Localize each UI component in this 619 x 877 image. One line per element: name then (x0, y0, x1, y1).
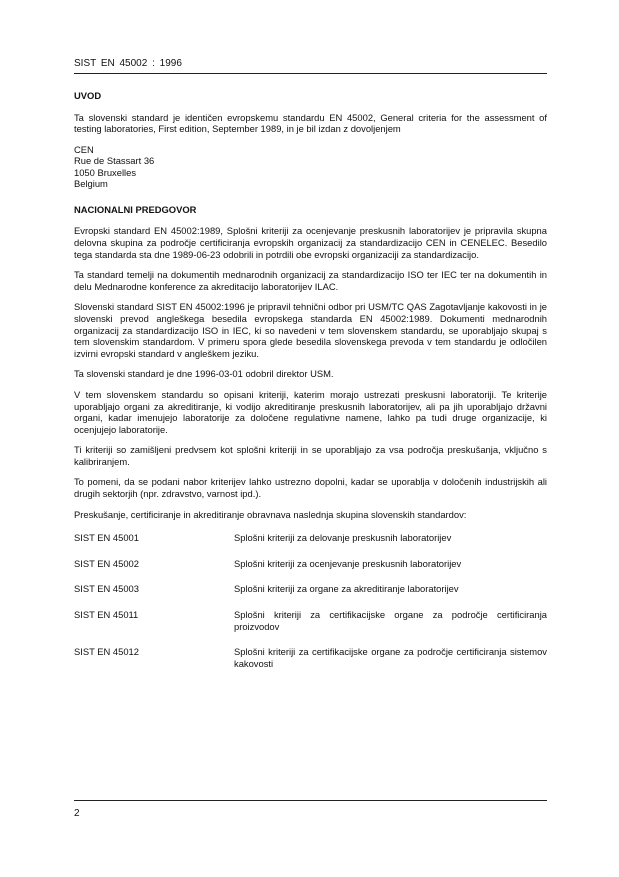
body-paragraph: Evropski standard EN 45002:1989, Splošni kriteriji za ocenjevanje preskusnih laboratorijev je pripravila skupna delovna skupina za področje certificiranja evropskih organizacij za standardizacijo CEN in CENELEC. Besedilo tega standarda sta dne 1989-06-23 odobrili in potrdili obe evropski organizaciji za standardizacijo. (74, 225, 547, 260)
body-paragraph: Slovenski standard SIST EN 45002:1996 je pripravil tehnični odbor pri USM/TC QAS Zagotavljanje kakovosti in je slovenski prevod angleškega besedila evropskega standarda EN 45002:1989. Dokumenti mednarodnih organizacij za standardizacijo ISO in IEC, ki so navedeni v tem slovenskem standardu, se uporabljajo skupaj s tem slovenskim standardom. V primeru spora glede besedila slovenskega prevoda v tem standardu je odločilen izvirni evropski standard v angleškem jeziku. (74, 301, 547, 359)
standard-description: Splošni kriteriji za ocenjevanje preskusnih laboratorijev (234, 557, 462, 569)
standard-row (74, 609, 547, 632)
body-paragraph: Ta standard temelji na dokumentih mednarodnih organizacij za standardizacijo ISO ter IEC ter na dokumentih in delu Mednarodne konference za akreditacijo laboratorijev ILAC. (74, 269, 547, 292)
section-heading-uvod: UVOD (74, 90, 102, 101)
standard-row (74, 646, 547, 669)
standard-code: SIST EN 45002 (74, 557, 139, 569)
body-paragraph: V tem slovenskem standardu so opisani kriteriji, katerim morajo ustrezati preskusni laboratoriji. Te kriterije uporabljajo organi za akreditiranje, ki vodijo akreditiranje preskusnih laboratorijev, ali pa jih uporabljajo državni organi, kadar imenujejo laboratorije za določene regulativne namene, lahko pa tudi druge organizacije, ki ocenjujejo laboratorije. (74, 388, 547, 435)
standard-row (74, 532, 547, 544)
body-paragraph: Preskušanje, certificiranje in akreditiranje obravnava naslednja skupina slovenskih standardov: (74, 508, 467, 520)
standard-code: SIST EN 45011 (74, 609, 139, 621)
standard-description: Splošni kriteriji za certifikacijske organe za področje certificiranja proizvodov (234, 609, 547, 632)
standard-description: Splošni kriteriji za organe za akreditiranje laboratorijev (234, 583, 459, 595)
document-body (74, 90, 547, 683)
footer-divider (74, 800, 547, 801)
standard-description: Splošni kriteriji za certifikacijske organe za področje certificiranja sistemov kakovosti (234, 646, 547, 669)
page-number: 2 (74, 808, 80, 819)
address-line: Belgium (74, 178, 108, 190)
standard-code: SIST EN 45003 (74, 583, 139, 595)
standard-description: Splošni kriteriji za delovanje preskusnih laboratorijev (234, 532, 452, 544)
running-header: SIST EN 45002 : 1996 (74, 58, 547, 74)
standard-row (74, 558, 547, 570)
uvod-paragraph: Ta slovenski standard je identičen evropskemu standardu EN 45002, General criteria for the assessment of testing laboratories, First edition, September 1989, in je bil izdan z dovoljenjem (74, 111, 547, 135)
cen-address (74, 144, 547, 190)
address-line: 1050 Bruxelles (74, 166, 137, 178)
body-paragraph: Ta slovenski standard je dne 1996-03-01 odobril direktor USM. (74, 368, 334, 380)
document-page (74, 0, 547, 877)
body-paragraph: To pomeni, da se podani nabor kriterijev lahko ustrezno dopolni, kadar se uporablja v določenih industrijskih ali drugih sektorjih (npr. zdravstvo, varnost ipd.). (74, 476, 547, 500)
body-paragraph: Ti kriteriji so zamišljeni predvsem kot splošni kriteriji in se uporabljajo za vsa področja preskušanja, vključno s kalibriranjem. (74, 444, 547, 467)
standard-code: SIST EN 45012 (74, 646, 139, 658)
address-line: CEN (74, 143, 94, 155)
address-line: Rue de Stassart 36 (74, 155, 155, 167)
standards-list (74, 532, 547, 669)
section-heading-predgovor: NACIONALNI PREDGOVOR (74, 203, 197, 215)
standard-code: SIST EN 45001 (74, 532, 139, 544)
standard-row (74, 583, 547, 595)
